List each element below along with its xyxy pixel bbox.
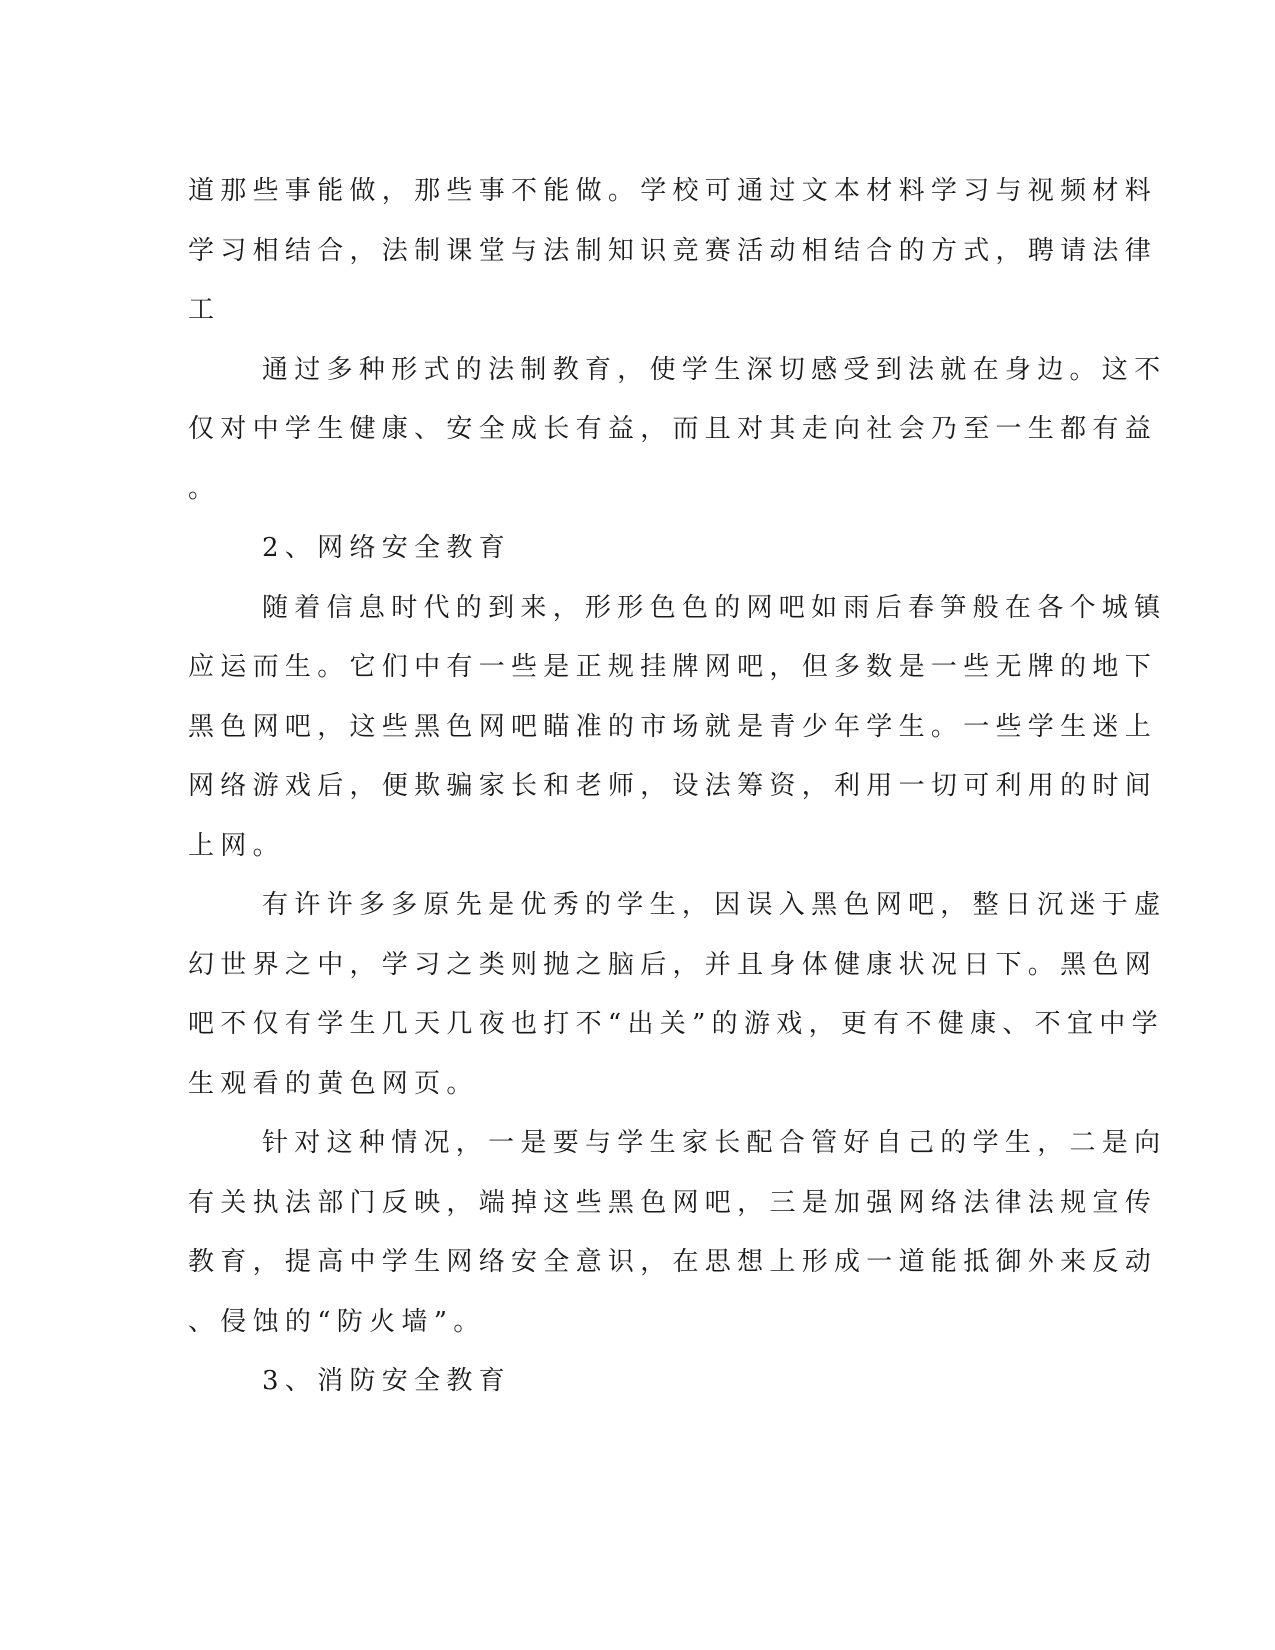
text-line: 网络游戏后，便欺骗家长和老师，设法筹资，利用一切可利用的时间 (188, 771, 1158, 801)
text-line: 黑色网吧，这些黑色网吧瞄准的市场就是青少年学生。一些学生迷上 (188, 711, 1158, 742)
section-heading-2 (188, 519, 1073, 579)
text-line: 随着信息时代的到来，形形色色的网吧如雨后春笋般在各个城镇 (262, 592, 1167, 623)
text-line: 生观看的黄色网页。 (188, 1068, 479, 1099)
text-line: 。 (188, 473, 221, 504)
text-line: 、侵蚀的“防火墙”。 (188, 1306, 486, 1337)
text-line: 上网。 (188, 830, 285, 861)
text-line: 学习相结合，法制课堂与法制知识竞赛活动相结合的方式，聘请法律 (188, 235, 1158, 266)
text-line: 通过多种形式的法制教育，使学生深切感受到法就在身边。这不 (262, 354, 1167, 385)
body-text (188, 162, 1167, 1412)
text-line: 道那些事能做，那些事不能做。学校可通过文本材料学习与视频材料 (188, 176, 1158, 206)
text-line: 工 (188, 295, 221, 325)
paragraph-5 (188, 1114, 1167, 1352)
text-line: 教育，提高中学生网络安全意识，在思想上形成一道能抵御外来反动 (188, 1247, 1158, 1277)
text-line: 吧不仅有学生几天几夜也打不“出关”的游戏，更有不健康、不宜中学 (188, 1009, 1164, 1039)
text-line: 应运而生。它们中有一些是正规挂牌网吧，但多数是一些无牌的地下 (188, 652, 1158, 682)
paragraph-2 (188, 341, 1167, 520)
section-heading-3 (188, 1352, 1073, 1412)
text-line: 幻世界之中，学习之类则抛之脑后，并且身体健康状况日下。黑色网 (188, 949, 1158, 980)
section-heading-text: 3、消防安全教育 (262, 1366, 511, 1396)
paragraph-1 (188, 162, 1158, 341)
text-line: 有许许多多原先是优秀的学生，因误入黑色网吧，整日沉迷于虚 (262, 890, 1167, 920)
paragraph-4 (188, 876, 1167, 1114)
section-heading-text: 2、网络安全教育 (262, 533, 511, 563)
paragraph-3 (188, 579, 1167, 877)
text-line: 针对这种情况，一是要与学生家长配合管好自己的学生，二是向 (262, 1128, 1167, 1158)
text-line: 仅对中学生健康、安全成长有益，而且对其走向社会乃至一生都有益 (188, 414, 1158, 444)
text-line: 有关执法部门反映，端掉这些黑色网吧，三是加强网络法律法规宣传 (188, 1187, 1158, 1218)
